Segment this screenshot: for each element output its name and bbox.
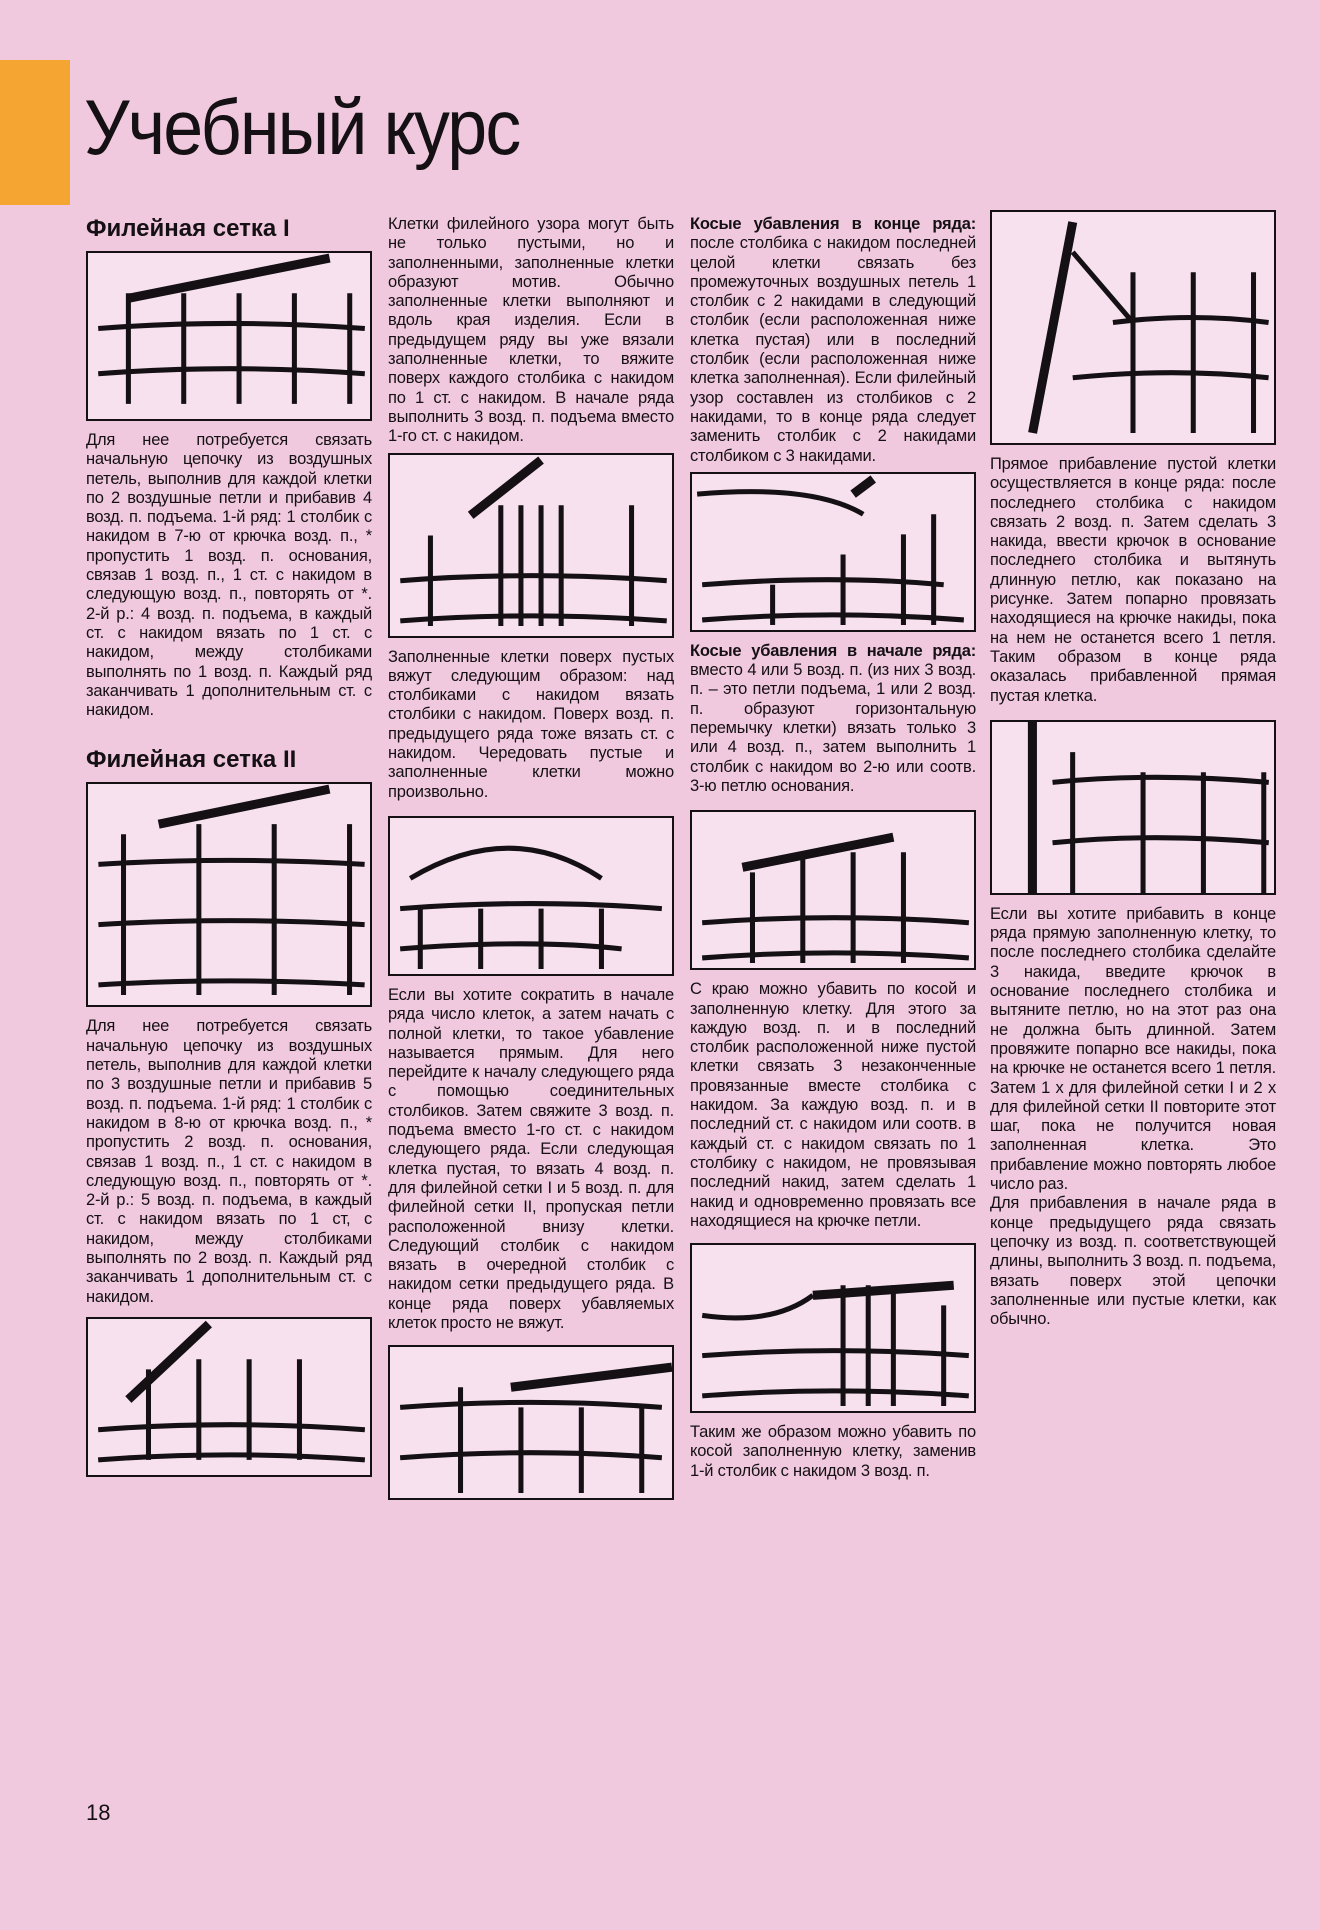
illustration-diagonal-decrease-end: [690, 472, 976, 632]
illustration-filled-cells: [388, 453, 674, 638]
illustration-filled-row-start: [86, 1317, 372, 1477]
lead-diagonal-decrease-end: Косые убавления в конце ряда:: [690, 215, 976, 233]
illustration-straight-increase-filled: [990, 720, 1276, 895]
illustration-straight-decrease: [388, 816, 674, 976]
crochet-mesh-drawing: [692, 812, 974, 968]
filet-1-description: Для нее потребуется связать начальную цепочку из воздушных петель, выполнив для каждой клетки по 2 воздушные петли и прибавив 4 возд. п. подъема. 1-й ряд: 1 столбик с накидом в 7-ю от крючка возд. п., * пропустить 1 возд. п. основания, связав 1 возд. п., 1 ст. с накидом в следующую возд. п., повторять от *. 2-й р.: 4 возд. п. подъема, в каждый ст. с накидом вязать по 1 ст. с накидом, между столбиками выполнять по 1 возд. п. Каждый ряд заканчивать 1 дополнительным ст. с накидом.: [86, 431, 372, 720]
column-3: [690, 215, 976, 1481]
illustration-filet-mesh-2: [86, 782, 372, 1007]
illustration-diagonal-decrease-start: [690, 810, 976, 970]
page-number: 18: [86, 1800, 111, 1825]
orange-corner-tab: [0, 0, 70, 205]
diagonal-decrease-start-text: Косые убавления в начале ряда: вместо 4 или 5 возд. п. (из них 3 возд. п. – это петли подъема, 1 или 2 возд. п. образуют горизонтальную перемычку клетки) вязать только 3 или 4 возд. п., затем выполнить 1 столбик с накидом во 2-ю или соотв. 3-ю петлю основания.: [690, 641, 976, 795]
page-title: Учебный курс: [84, 83, 520, 171]
crochet-mesh-drawing: [390, 1347, 672, 1498]
diagonal-decrease-end-text: Косые убавления в конце ряда: после столбика с накидом последней целой клетки связать без промежуточных воздушных петель 1 столбик с 2 накидами в следующий столбик (если расположенная ниже клетка пустая) или в последний столбик (если расположенная ниже клетка заполненная). Если филейный узор составлен из столбиков с 2 накидами, то в конце ряда следует заменить столбик с 2 накидами столбиком с 3 накидами.: [690, 215, 976, 465]
filled-cells-intro: Клетки филейного узора могут быть не только пустыми, но и заполненными, заполненные клетки образуют мотив. Обычно заполненные клетки выполняют и вдоль края изделия. Если в предыдущем ряду вы уже вязали заполненные клетки, то вяжите поверх каждого столбика с накидом по 1 ст. с накидом. В начале ряда выполнить 3 возд. п. подъема вместо 1-го ст. с накидом.: [388, 215, 674, 446]
column-4: [990, 210, 1276, 1329]
straight-decrease-text: Если вы хотите сократить в начале ряда число клеток, а затем начать с полной клетки, то такое убавление называется прямым. Для него перейдите к началу следующего ряда с помощью соединительных столбиков. Затем свяжите 3 возд. п. подъема вместо 1-го ст. с накидом следующего ряда. Если следующая клетка пустая, то вязать 4 возд. п. для филейной сетки I и 5 возд. п. для филейной сетки II, пропуская петли расположенной внизу клетки. Следующий столбик с накидом вязать в очередной столбик с накидом сетки предыдущего ряда. В конце ряда поверх убавляемых клеток просто не вяжут.: [388, 985, 674, 1332]
column-2: [388, 215, 674, 1510]
crochet-mesh-drawing: [88, 1319, 370, 1475]
increase-row-start-text: Для прибавления в начале ряда в конце предыдущего ряда связать цепочку из возд. п. соответствующей длины, выполнить 3 возд. п. подъема, вязать поверх этой цепочки заполненные или пустые клетки, как обычно.: [990, 1194, 1276, 1329]
crochet-mesh-drawing: [692, 1245, 974, 1411]
filet-2-description: Для нее потребуется связать начальную цепочку из воздушных петель, выполнив для каждой клетки по 3 воздушные петли и прибавив 5 возд. п. подъема. 1-й ряд: 1 столбик с накидом в 8-ю от крючка возд. п., * пропустить 2 возд. п. основания, связав 1 возд. п., 1 ст. с накидом в следующую возд. п., повторять от *. 2-й р.: 5 возд. п. подъема, в каждый ст. с накидом вязать по 1 ст, с накидом, между столбиками выполнять по 2 возд. п. Каждый ряд заканчивать 1 дополнительным ст. с накидом.: [86, 1017, 372, 1306]
straight-increase-filled-text: Если вы хотите прибавить в конце ряда прямую заполненную клетку, то после последнего столбика сделайте 3 накида, введите крючок в основание последнего столбика и вытяните петлю, но на этот раз она не должна быть длинной. Затем провяжите попарно все накиды, пока на крючке не останется всего 1 петля. Затем 1 х для филейной сетки I и 2 х для филейной сетки II повторите этот шаг, пока не получится новая заполненная клетка. Это прибавление можно повторять любое число раз.: [990, 904, 1276, 1194]
section-heading-filet-1: Филейная сетка I: [86, 215, 290, 242]
column-1: [86, 215, 372, 1487]
crochet-mesh-drawing: [88, 253, 370, 419]
crochet-mesh-drawing: [992, 722, 1274, 893]
illustration-filet-mesh-1: [86, 251, 372, 421]
filled-diagonal-decrease-text: С краю можно убавить по косой и заполненную клетку. Для этого за каждую возд. п. и в последний столбик расположенной ниже пустой клетки связать 3 незаконченные провязанные вместе столбика с накидом. За каждую возд. п. и в последний ст. с накидом или соотв. в каждый ст. с накидом связать по 1 столбику с накидом, не провязывая последний накид, затем сделать 1 накид и одновременно провязать все находящиеся на крючке петли.: [690, 980, 976, 1230]
filled-over-empty-text: Заполненные клетки поверх пустых вяжут следующим образом: над столбиками с накидом вязать столбики с накидом. Поверх возд. п. предыдущего ряда тоже вязать ст. с накидом. Чередовать пустые и заполненные клетки можно произвольно.: [388, 647, 674, 801]
crochet-mesh-drawing: [992, 212, 1274, 443]
crochet-mesh-drawing: [390, 455, 672, 636]
crochet-mesh-drawing: [692, 474, 974, 630]
illustration-row-end: [388, 1345, 674, 1500]
illustration-filled-diagonal-decrease: [690, 1243, 976, 1413]
section-heading-filet-2: Филейная сетка II: [86, 746, 297, 774]
crochet-mesh-drawing: [88, 784, 370, 1005]
replace-stitch-text: Таким же образом можно убавить по косой заполненную клетку, заменив 1-й столбик с накидом 3 возд. п.: [690, 1423, 976, 1480]
illustration-straight-increase-empty: [990, 210, 1276, 445]
lead-diagonal-decrease-start: Косые убавления в начале ряда:: [690, 641, 976, 660]
crochet-mesh-drawing: [390, 818, 672, 974]
straight-increase-empty-text: Прямое прибавление пустой клетки осуществляется в конце ряда: после последнего столбика с накидом связать 2 возд. п. Затем сделать 3 накида, ввести крючок в основание последнего столбика и вытянуть длинную петлю, как показано на рисунке. Затем попарно провязать находящиеся на крючке накиды, пока на нем не останется всего 1 петля. Таким образом в конце ряда оказалась прибавленной прямая пустая клетка.: [990, 455, 1276, 705]
